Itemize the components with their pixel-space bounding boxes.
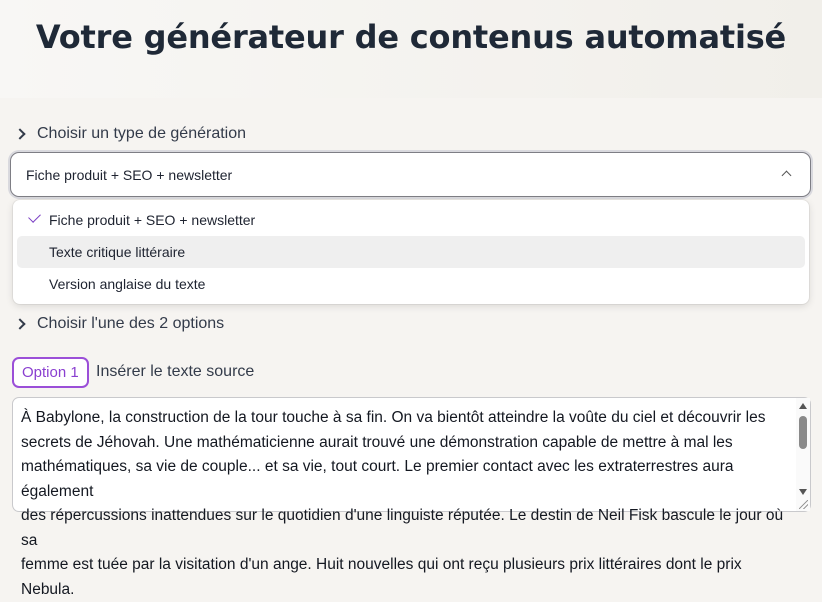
chevron-up-icon bbox=[782, 171, 792, 181]
source-text-input[interactable] bbox=[12, 397, 811, 598]
check-icon bbox=[28, 210, 41, 223]
text-line: femme est tuée par la visitation d'un ange. Huit nouvelles qui ont reçu plusieurs prix littéraires dont le prix Nebula. bbox=[21, 556, 742, 598]
page-title: Votre générateur de contenus automatisé bbox=[35, 18, 787, 56]
option-version-anglaise[interactable] bbox=[17, 268, 805, 300]
generation-type-select[interactable] bbox=[10, 152, 811, 197]
resize-grip-icon[interactable] bbox=[799, 500, 808, 509]
option-label: Fiche produit + SEO + newsletter bbox=[49, 212, 256, 228]
page-header bbox=[0, 0, 822, 98]
option-label: Texte critique littéraire bbox=[49, 244, 186, 260]
source-text-content bbox=[21, 406, 791, 602]
option-label: Version anglaise du texte bbox=[49, 276, 206, 292]
generation-type-dropdown bbox=[13, 200, 809, 304]
chevron-right-icon bbox=[14, 318, 25, 329]
scroll-up-icon[interactable] bbox=[799, 403, 807, 409]
select-value: Fiche produit + SEO + newsletter bbox=[26, 166, 233, 183]
generation-type-toggle[interactable] bbox=[14, 125, 246, 143]
source-text-label: Insérer le texte source bbox=[96, 363, 255, 380]
textarea-scrollbar[interactable] bbox=[796, 398, 810, 511]
scroll-thumb[interactable] bbox=[799, 416, 807, 449]
text-line: secrets de Jéhovah. Une mathématicienne aurait trouvé une démonstration capable de mettre à mal les bbox=[21, 433, 733, 451]
text-line: des répercussions inattendues sur le quotidien d'une linguiste réputée. Le destin de Neil Fisk bascule le jour où sa bbox=[21, 507, 784, 549]
option-1-badge: Option 1 bbox=[12, 357, 89, 388]
generation-type-label: Choisir un type de génération bbox=[37, 125, 247, 142]
chevron-right-icon bbox=[14, 128, 25, 139]
scroll-down-icon[interactable] bbox=[799, 489, 807, 495]
text-line: mathématiques, sa vie de couple... et sa vie, tout court. Le premier contact avec les extraterrestres aura également bbox=[21, 458, 734, 500]
option-texte-critique[interactable] bbox=[17, 236, 805, 268]
option-fiche-produit[interactable] bbox=[17, 204, 805, 236]
options-label: Choisir l'une des 2 options bbox=[37, 315, 225, 332]
options-toggle[interactable] bbox=[14, 315, 224, 333]
text-line: À Babylone, la construction de la tour touche à sa fin. On va bientôt atteindre la voûte du ciel et découvrir les bbox=[21, 409, 766, 426]
